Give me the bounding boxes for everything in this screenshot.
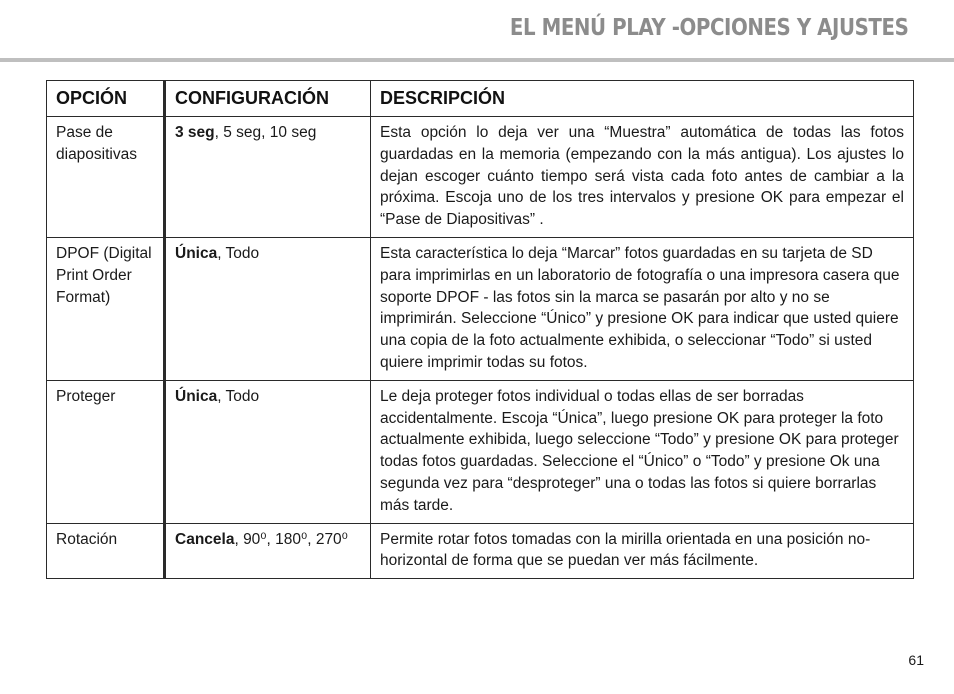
configuration-cell <box>165 117 371 238</box>
configuration-cell <box>165 380 371 523</box>
table-row <box>47 523 914 579</box>
description-cell: Permite rotar fotos tomadas con la mirilla orientada en una posición no-horizontal de forma que se puedan ver más fácilmente. <box>371 523 914 579</box>
other-settings: , 90⁰, 180⁰, 270⁰ <box>234 530 348 548</box>
other-settings: , Todo <box>217 244 260 262</box>
description-cell: Esta característica lo deja “Marcar” fotos guardadas en su tarjeta de SD para imprimirlas en un laboratorio de fotografía o una impresora casera que soporte DPOF - las fotos sin la marca se pasarán por alto y no se imprimirán. Seleccione “Único” y presione OK para indicar que usted quiere una copia de la foto actualmente exhibida, o seleccionar “Todo” si usted quiere imprimir todas su fotos. <box>371 237 914 380</box>
header-configuration: CONFIGURACIÓN <box>165 81 371 117</box>
default-setting: Cancela <box>175 530 235 548</box>
option-cell: Proteger <box>47 380 165 523</box>
table-row <box>47 117 914 238</box>
default-setting: Única <box>175 244 218 262</box>
description-cell: Esta opción lo deja ver una “Muestra” automática de todas las fotos guardadas en la memoria (empezando con la más antigua). Los ajustes lo dejan escoger cuánto tiempo será vista cada foto antes de cambiar a la próxima. Escoja uno de los tres intervalos y presione OK para empezar el “Pase de Diapositivas” . <box>371 117 914 238</box>
option-cell: DPOF (Digital Print Order Format) <box>47 237 165 380</box>
table-header-row <box>47 81 914 117</box>
header-option: OPCIÓN <box>47 81 165 117</box>
table-row <box>47 237 914 380</box>
title-divider <box>0 58 954 62</box>
other-settings: , 5 seg, 10 seg <box>214 124 317 141</box>
default-setting: 3 seg <box>175 124 215 141</box>
configuration-cell <box>165 523 371 579</box>
option-cell: Rotación <box>47 523 165 579</box>
page-title: EL MENÚ PLAY -OPCIONES Y AJUSTES <box>509 15 908 41</box>
page-number: 61 <box>908 652 924 668</box>
option-cell: Pase de diapositivas <box>47 117 165 238</box>
description-cell: Le deja proteger fotos individual o todas ellas de ser borradas accidentalmente. Escoja “Única”, luego presione OK para proteger la foto actualmente exhibida, luego seleccione “Todo” y presione OK para proteger todas fotos guardadas. Seleccione el “Único” o “Todo” y presione Ok una segunda vez para “desproteger” una o todas las fotos si quiere borrarlas más tarde. <box>371 380 914 523</box>
table-row <box>47 380 914 523</box>
options-table <box>46 80 914 579</box>
header-description: DESCRIPCIÓN <box>371 81 914 117</box>
other-settings: , Todo <box>217 387 260 405</box>
default-setting: Única <box>175 387 218 405</box>
configuration-cell <box>165 237 371 380</box>
